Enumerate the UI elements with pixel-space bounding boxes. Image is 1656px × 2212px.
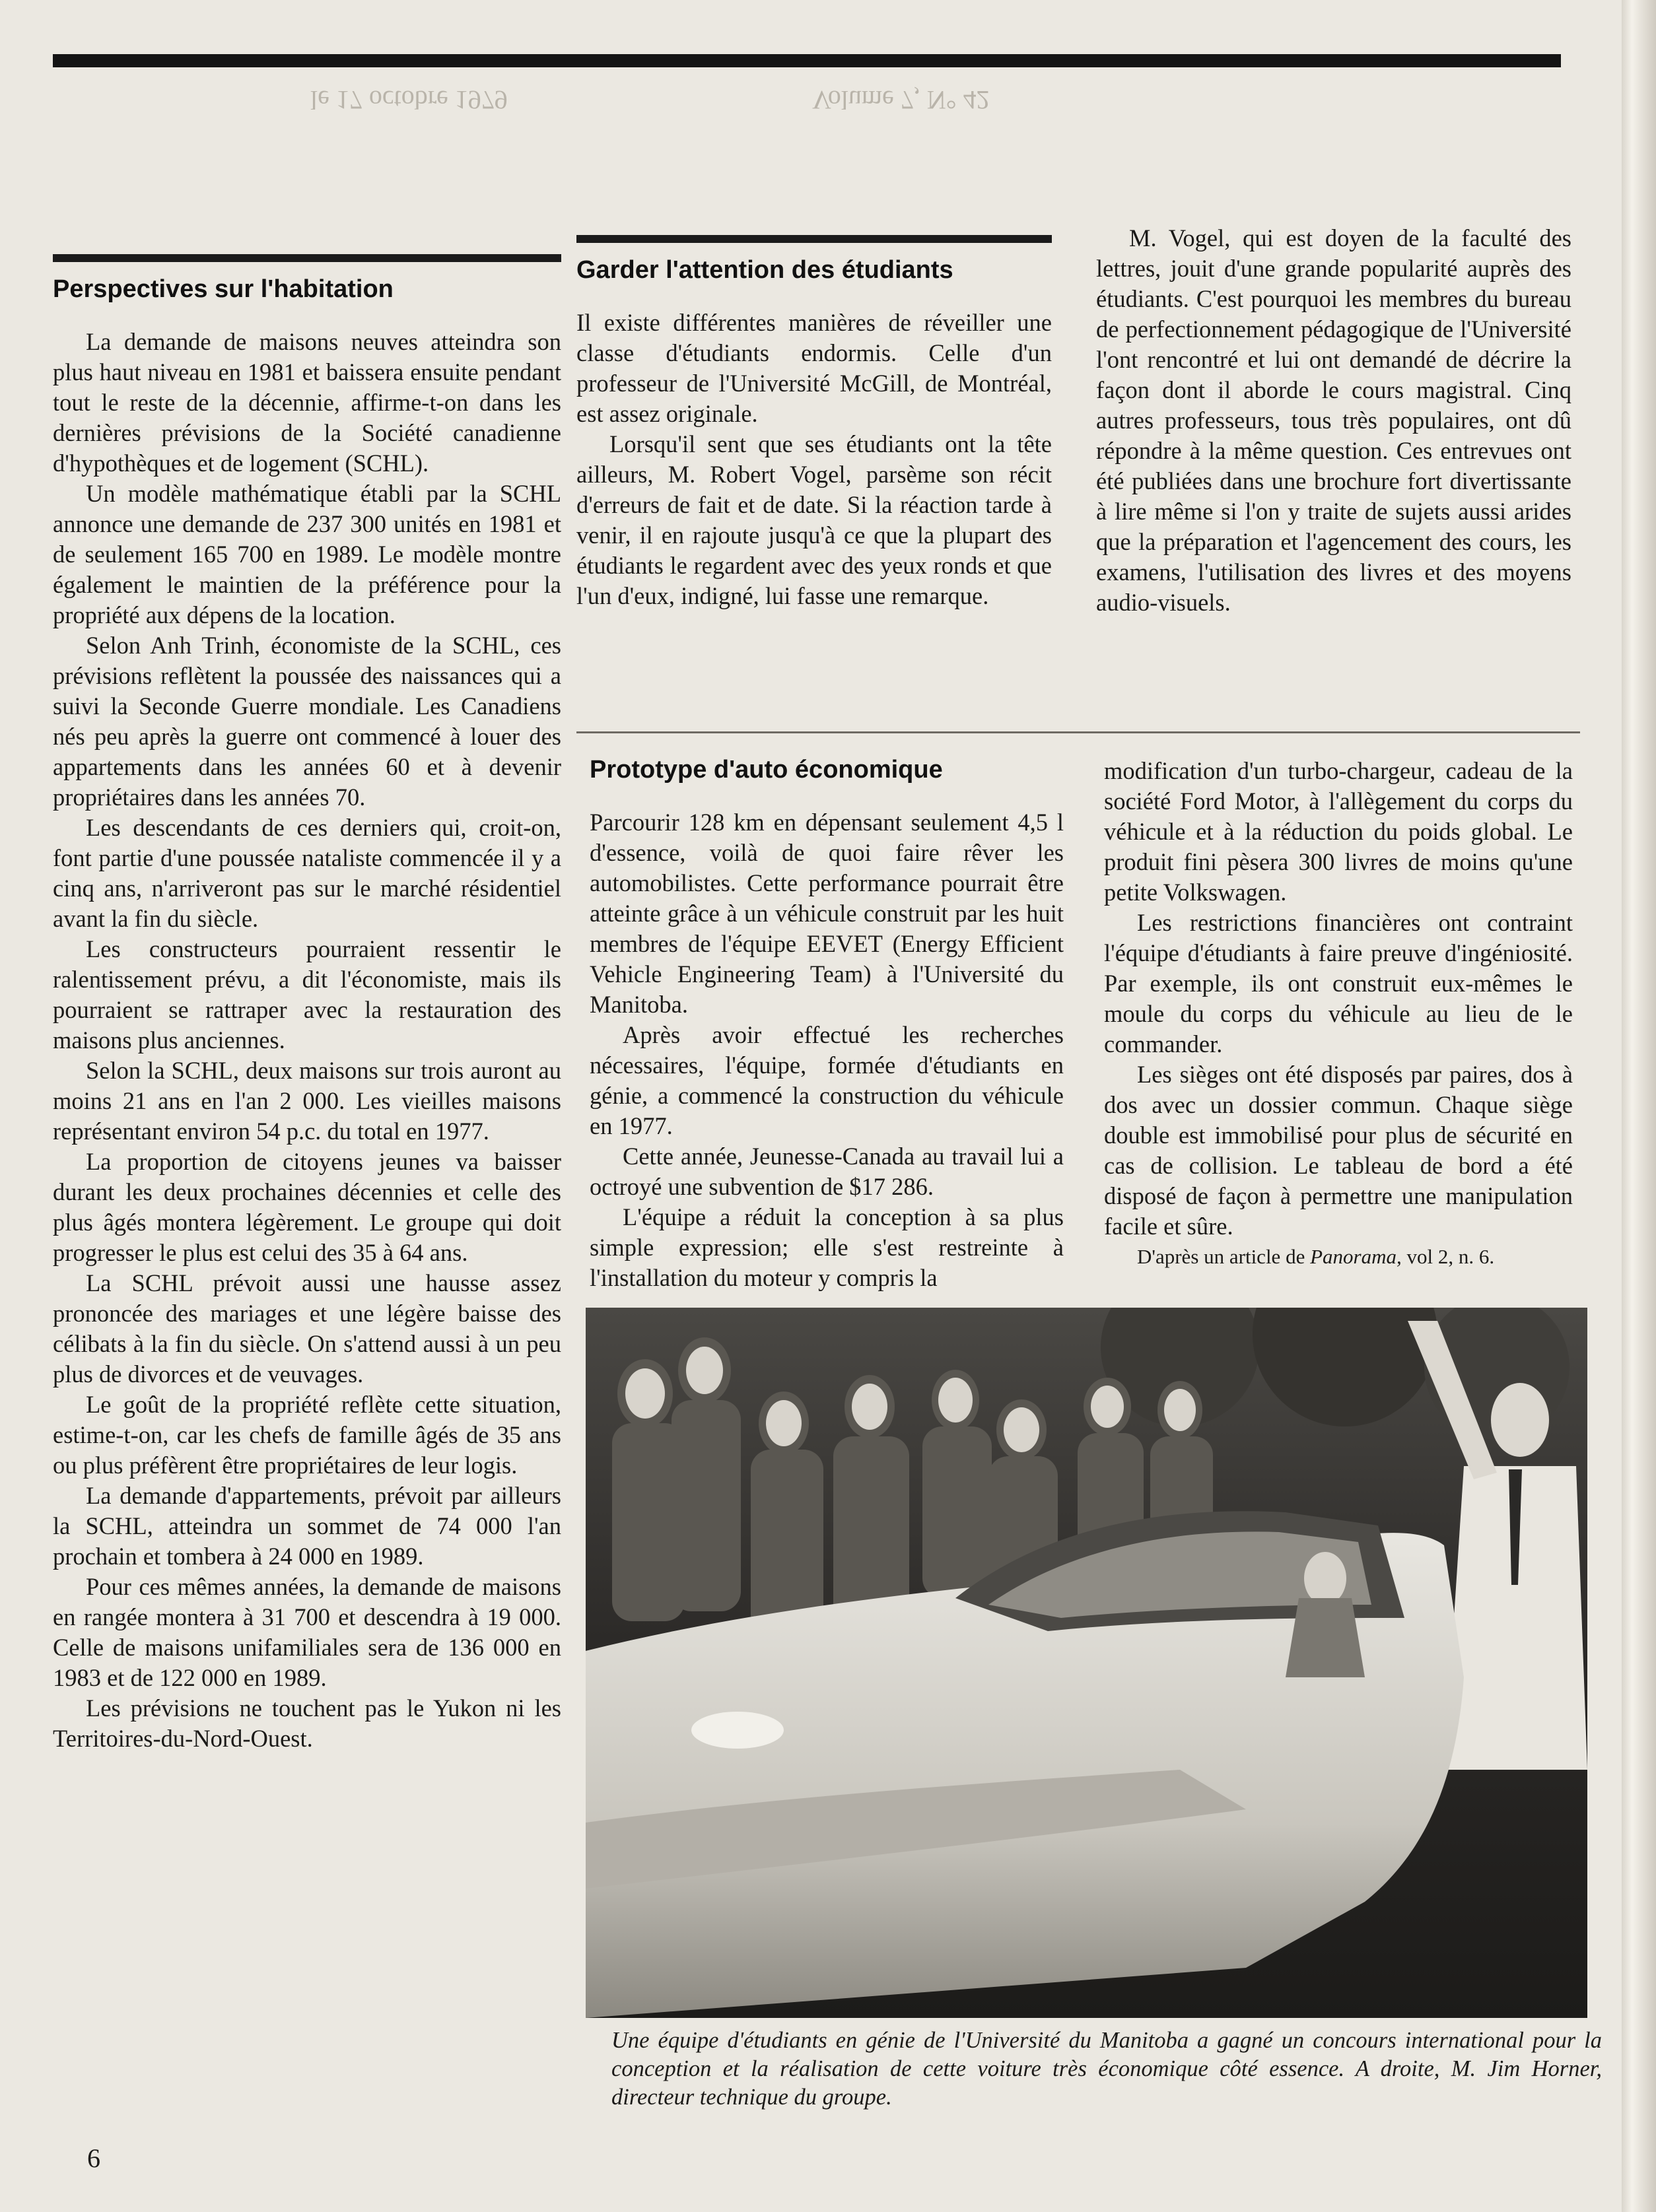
article-attention-col2 xyxy=(1096,223,1571,618)
bleed-through-header-left: Volume 7, N° 42 xyxy=(812,85,990,115)
paragraph: Les prévisions ne touchent pas le Yukon ni les Territoires-du-Nord-Ouest. xyxy=(53,1694,561,1752)
paragraph: La demande d'appartements, prévoit par ailleurs la SCHL, atteindra un sommet de 74 000 l'an prochain et tombera à 24 000 en 1989. xyxy=(53,1482,561,1570)
paragraph: L'équipe a réduit la conception à sa plus simple expression; elle s'est restreinte à l'installation du moteur y compris la xyxy=(590,1203,1064,1291)
paragraph: Après avoir effectué les recherches nécessaires, l'équipe, formée d'étudiants en génie, a commencé la construction du véhicule en 1977. xyxy=(590,1021,1064,1139)
headline-auto: Prototype d'auto économique xyxy=(590,756,943,784)
page-edge xyxy=(1622,0,1656,2212)
photo-caption: Une équipe d'étudiants en génie de l'Université du Manitoba a gagné un concours international pour la conception et la réalisation de cette voiture très économique côté essence. A droite, M. Jim Horner, directeur technique du groupe. xyxy=(611,2028,1602,2110)
paragraph: Selon Anh Trinh, économiste de la SCHL, ces prévisions reflètent la poussée des naissances qui a suivi la Seconde Guerre mondiale. Les Canadiens nés peu après la guerre ont commencé à louer des appartements dans les années 60 et à devenir propriétaires dans les années 70. xyxy=(53,632,561,811)
paragraph: Les sièges ont été disposés par paires, dos à dos avec un dossier commun. Chaque siège double est immobilisé pour plus de sécurité en cas de collision. Le tableau de bord a été disposé de façon à permettre une manipulation facile et sûre. xyxy=(1104,1061,1573,1240)
paragraph: Un modèle mathématique établi par la SCHL annonce une demande de 237 300 unités en 1981 et de seulement 165 700 en 1989. Le modèle montre également le maintien de la préférence pour la propriété aux dépens de la location. xyxy=(53,480,561,628)
divider-rule xyxy=(576,731,1580,733)
paragraph: Parcourir 128 km en dépensant seulement 4,5 l d'essence, voilà de quoi faire rêver les automobilistes. Cette performance pourrait être atteinte grâce à un véhicule construit par les huit membres de l'équipe EEVET (Energy Efficient Vehicle Engineering Team) à l'Université du Manitoba. xyxy=(590,809,1064,1018)
section-rule xyxy=(576,235,1052,243)
photo-illustration xyxy=(586,1308,1587,2018)
paragraph: M. Vogel, qui est doyen de la faculté des lettres, jouit d'une grande popularité auprès des étudiants. C'est pourquoi les membres du bureau de perfectionnement pédagogique de l'Université l'ont rencontré et lui ont demandé de décrire la façon dont il aborde le cours magistral. Cinq autres professeurs, tous très populaires, ont dû répondre à la même question. Ces entrevues ont été publiées dans une brochure fort divertissante à lire même si l'on y traite de sujets aussi arides que la préparation et l'agencement des cours, les examens, l'utilisation des livres et des moyens audio-visuels. xyxy=(1096,224,1571,616)
article-attention-col1 xyxy=(576,235,1052,611)
headline-attention: Garder l'attention des étudiants xyxy=(576,256,953,284)
bleed-through-header-right: le 17 octobre 1979 xyxy=(310,85,508,115)
header-rule xyxy=(53,54,1561,67)
paragraph: Le goût de la propriété reflète cette situation, estime-t-on, car les chefs de famille âgés de 35 ans ou plus préfèrent être propriétaires de leur logis. xyxy=(53,1391,561,1479)
source-credit xyxy=(1104,1242,1573,1272)
paragraph: Les restrictions financières ont contraint l'équipe d'étudiants à faire preuve d'ingéniosité. Par exemple, ils ont construit eux-mêmes le moule du corps du véhicule au lieu de le commander. xyxy=(1104,909,1573,1057)
headline-housing: Perspectives sur l'habitation xyxy=(53,275,394,303)
paragraph: Lorsqu'il sent que ses étudiants ont la tête ailleurs, M. Robert Vogel, parsème son récit d'erreurs de fait et de date. Si la réaction tarde à venir, il en rajoute jusqu'à ce que la plupart des étudiants le regardent avec des yeux ronds et que l'un d'eux, indigné, lui fasse une remarque. xyxy=(576,430,1052,609)
page-number: 6 xyxy=(87,2143,100,2173)
car-team-photo xyxy=(586,1308,1587,2018)
article-auto-col1 xyxy=(590,749,1064,1293)
credit-prefix: D'après un article de xyxy=(1137,1245,1311,1268)
paragraph: Il existe différentes manières de réveiller une classe d'étudiants endormis. Celle d'un professeur de l'Université McGill, de Montréal, est assez originale. xyxy=(576,309,1052,427)
paragraph: La demande de maisons neuves atteindra son plus haut niveau en 1981 et baissera ensuite pendant tout le reste de la décennie, affirme-t-on dans les dernières prévisions de la Société canadienne d'hypothèques et de logement (SCHL). xyxy=(53,328,561,477)
paragraph: Les constructeurs pourraient ressentir le ralentissement prévu, a dit l'économiste, mais ils pourraient se rattraper avec la restauration des maisons plus anciennes. xyxy=(53,935,561,1054)
credit-suffix: vol 2, n. 6. xyxy=(1401,1245,1495,1268)
article-housing xyxy=(53,254,561,1754)
paragraph: La SCHL prévoit aussi une hausse assez prononcée des mariages et une légère baisse des célibats à la fin du siècle. On s'attend aussi à un peu plus de divorces et de veuvages. xyxy=(53,1269,561,1388)
paragraph: Selon la SCHL, deux maisons sur trois auront au moins 21 ans en l'an 2 000. Les vieilles maisons représentant environ 54 p.c. du total en 1977. xyxy=(53,1057,561,1145)
paragraph: Pour ces mêmes années, la demande de maisons en rangée montera à 31 700 et descendra à 19 000. Celle de maisons unifamiliales sera de 136 000 en 1983 et de 122 000 en 1989. xyxy=(53,1573,561,1691)
credit-source: Panorama, xyxy=(1310,1245,1402,1268)
paragraph: Les descendants de ces derniers qui, croit-on, font partie d'une poussée nataliste commencée il y a cinq ans, n'arriveront pas sur le marché résidentiel avant la fin du siècle. xyxy=(53,814,561,932)
article-auto-col2 xyxy=(1104,756,1573,1272)
section-rule xyxy=(53,254,561,262)
paragraph: Cette année, Jeunesse-Canada au travail lui a octroyé une subvention de $17 286. xyxy=(590,1143,1064,1200)
paragraph: modification d'un turbo-chargeur, cadeau de la société Ford Motor, à l'allègement du corps du véhicule et à la réduction du poids global. Le produit fini pèsera 300 livres de moins qu'une petite Volkswagen. xyxy=(1104,757,1573,906)
paragraph: La proportion de citoyens jeunes va baisser durant les deux prochaines décennies et celle des plus âgés montera légèrement. Le groupe qui doit progresser le plus est celui des 35 à 64 ans. xyxy=(53,1148,561,1266)
